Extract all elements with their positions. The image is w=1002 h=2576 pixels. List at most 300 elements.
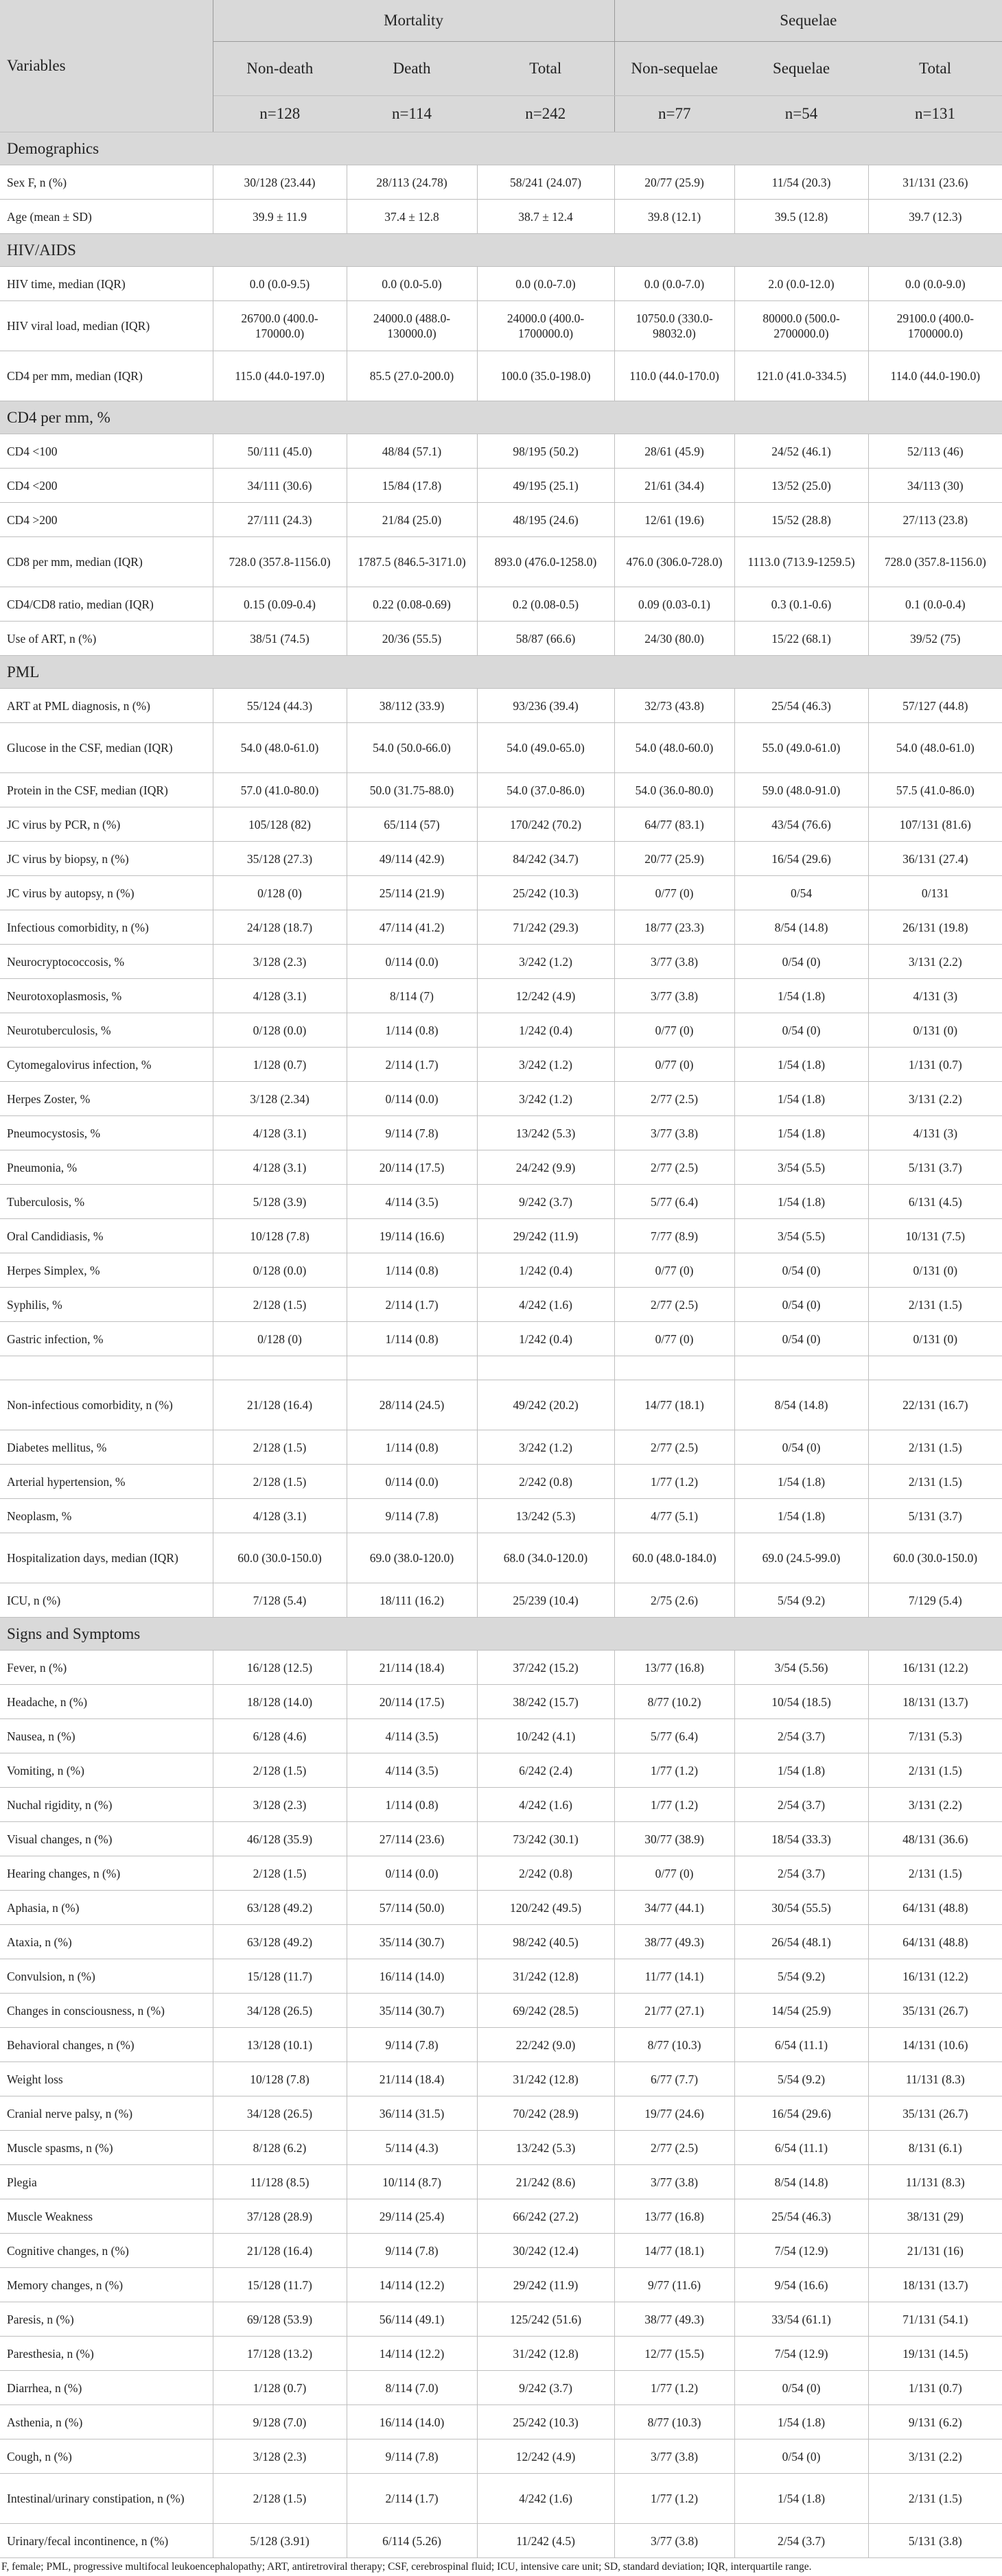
table-cell: 4/131 (3) — [868, 1116, 1002, 1150]
table-cell: 13/52 (25.0) — [734, 469, 868, 503]
table-cell: 25/242 (10.3) — [477, 876, 614, 910]
table-cell: 1/77 (1.2) — [614, 1788, 734, 1822]
table-cell: 10/128 (7.8) — [213, 2062, 347, 2096]
row-label: Neurocryptococcosis, % — [0, 945, 213, 979]
table-cell: 2/242 (0.8) — [477, 1465, 614, 1499]
section-title: Signs and Symptoms — [0, 1618, 1002, 1651]
table-cell: 26/131 (19.8) — [868, 910, 1002, 945]
table-cell: 4/242 (1.6) — [477, 1288, 614, 1322]
table-cell: 29100.0 (400.0-1700000.0) — [868, 301, 1002, 351]
table-cell: 16/54 (29.6) — [734, 2096, 868, 2131]
table-cell: 1/54 (1.8) — [734, 1499, 868, 1533]
table-row — [0, 1856, 1002, 1891]
table-cell: 9/114 (7.8) — [347, 1499, 477, 1533]
table-cell: 25/239 (10.4) — [477, 1583, 614, 1618]
table-cell: 9/114 (7.8) — [347, 1116, 477, 1150]
table-cell: 49/114 (42.9) — [347, 842, 477, 876]
table-cell: 3/77 (3.8) — [614, 2524, 734, 2558]
table-cell: 22/242 (9.0) — [477, 2028, 614, 2062]
table-cell: 1/242 (0.4) — [477, 1013, 614, 1048]
table-cell: 43/54 (76.6) — [734, 807, 868, 842]
table-cell: 31/242 (12.8) — [477, 1959, 614, 1994]
table-row — [0, 1150, 1002, 1185]
table-cell: 24000.0 (400.0-1700000.0) — [477, 301, 614, 351]
table-cell: 59.0 (48.0-91.0) — [734, 773, 868, 807]
table-cell: 8/131 (6.1) — [868, 2131, 1002, 2165]
table-cell: 4/128 (3.1) — [213, 1150, 347, 1185]
table-row — [0, 1499, 1002, 1533]
table-cell: 5/131 (3.8) — [868, 2524, 1002, 2558]
column-header: Death — [347, 42, 477, 96]
table-cell: 10/114 (8.7) — [347, 2165, 477, 2199]
table-cell: 13/242 (5.3) — [477, 2131, 614, 2165]
table-cell: 12/242 (4.9) — [477, 979, 614, 1013]
row-label: Pneumonia, % — [0, 1150, 213, 1185]
table-row — [0, 910, 1002, 945]
table-row — [0, 1048, 1002, 1082]
table-cell: 9/242 (3.7) — [477, 2371, 614, 2405]
table-cell: 8/77 (10.3) — [614, 2028, 734, 2062]
table-cell: 6/54 (11.1) — [734, 2131, 868, 2165]
table-cell: 71/242 (29.3) — [477, 910, 614, 945]
table-row — [0, 587, 1002, 622]
section-row — [0, 132, 1002, 165]
row-label: CD8 per mm, median (IQR) — [0, 537, 213, 587]
table-cell: 0.0 (0.0-5.0) — [347, 267, 477, 301]
table-cell: 121.0 (41.0-334.5) — [734, 351, 868, 401]
row-label: CD4 >200 — [0, 503, 213, 537]
row-label: Aphasia, n (%) — [0, 1891, 213, 1925]
table-cell: 35/114 (30.7) — [347, 1925, 477, 1959]
table-row — [0, 1465, 1002, 1499]
table-cell: 2/131 (1.5) — [868, 2474, 1002, 2524]
row-label: Non-infectious comorbidity, n (%) — [0, 1380, 213, 1430]
table-cell: 3/77 (3.8) — [614, 2439, 734, 2474]
table-cell: 3/128 (2.34) — [213, 1082, 347, 1116]
table-cell: 1/77 (1.2) — [614, 2474, 734, 2524]
table-cell: 13/128 (10.1) — [213, 2028, 347, 2062]
row-label: Diarrhea, n (%) — [0, 2371, 213, 2405]
table-cell: 5/131 (3.7) — [868, 1499, 1002, 1533]
table-row — [0, 1013, 1002, 1048]
table-cell: 18/128 (14.0) — [213, 1685, 347, 1719]
table-cell: 34/128 (26.5) — [213, 2096, 347, 2131]
table-cell: 7/129 (5.4) — [868, 1583, 1002, 1618]
table-cell: 1/54 (1.8) — [734, 1116, 868, 1150]
table-cell: 24/52 (46.1) — [734, 434, 868, 469]
table-cell: 36/114 (31.5) — [347, 2096, 477, 2131]
table-cell: 1/114 (0.8) — [347, 1788, 477, 1822]
table-cell: 73/242 (30.1) — [477, 1822, 614, 1856]
table-cell: 10/131 (7.5) — [868, 1219, 1002, 1253]
table-cell: 58/87 (66.6) — [477, 622, 614, 656]
table-cell: 70/242 (28.9) — [477, 2096, 614, 2131]
table-cell: 8/114 (7) — [347, 979, 477, 1013]
table-row — [0, 773, 1002, 807]
section-title: Demographics — [0, 132, 1002, 165]
table-cell: 9/54 (16.6) — [734, 2268, 868, 2302]
table-cell: 57/127 (44.8) — [868, 689, 1002, 723]
table-cell: 35/131 (26.7) — [868, 2096, 1002, 2131]
table-cell: 1/114 (0.8) — [347, 1322, 477, 1356]
table-cell: 34/111 (30.6) — [213, 469, 347, 503]
table-cell: 34/128 (26.5) — [213, 1994, 347, 2028]
row-label: Diabetes mellitus, % — [0, 1430, 213, 1465]
table-cell: 3/131 (2.2) — [868, 945, 1002, 979]
table-cell: 69.0 (24.5-99.0) — [734, 1533, 868, 1583]
row-label: Cranial nerve palsy, n (%) — [0, 2096, 213, 2131]
table-cell: 3/128 (2.3) — [213, 2439, 347, 2474]
table-cell: 2/77 (2.5) — [614, 1430, 734, 1465]
table-row — [0, 200, 1002, 234]
table-cell: 14/77 (18.1) — [614, 2234, 734, 2268]
table-cell: 27/114 (23.6) — [347, 1822, 477, 1856]
table-cell: 13/242 (5.3) — [477, 1116, 614, 1150]
table-cell: 35/128 (27.3) — [213, 842, 347, 876]
table-cell: 2/128 (1.5) — [213, 2474, 347, 2524]
table-row — [0, 1288, 1002, 1322]
table-row — [0, 1753, 1002, 1788]
table-row — [0, 2405, 1002, 2439]
table-row — [0, 876, 1002, 910]
row-label: Cytomegalovirus infection, % — [0, 1048, 213, 1082]
table-cell: 65/114 (57) — [347, 807, 477, 842]
table-cell: 49/195 (25.1) — [477, 469, 614, 503]
row-label: Changes in consciousness, n (%) — [0, 1994, 213, 2028]
row-label: Intestinal/urinary constipation, n (%) — [0, 2474, 213, 2524]
table-cell: 8/77 (10.2) — [614, 1685, 734, 1719]
row-label: CD4 <100 — [0, 434, 213, 469]
table-row — [0, 1185, 1002, 1219]
table-row — [0, 1822, 1002, 1856]
row-label: Plegia — [0, 2165, 213, 2199]
table-cell: 1787.5 (846.5-3171.0) — [347, 537, 477, 587]
table-cell: 9/114 (7.8) — [347, 2234, 477, 2268]
table-cell: 3/131 (2.2) — [868, 1082, 1002, 1116]
table-cell: 5/114 (4.3) — [347, 2131, 477, 2165]
table-cell: 7/128 (5.4) — [213, 1583, 347, 1618]
table-row — [0, 807, 1002, 842]
row-label: Visual changes, n (%) — [0, 1822, 213, 1856]
table-cell: 25/54 (46.3) — [734, 2199, 868, 2234]
table-cell: 1/54 (1.8) — [734, 979, 868, 1013]
table-cell: 120/242 (49.5) — [477, 1891, 614, 1925]
table-cell: 29/242 (11.9) — [477, 2268, 614, 2302]
mortality-group-header: Mortality — [213, 0, 614, 42]
table-row — [0, 842, 1002, 876]
row-label: Tuberculosis, % — [0, 1185, 213, 1219]
table-row — [0, 301, 1002, 351]
row-label: Paresis, n (%) — [0, 2302, 213, 2337]
table-row — [0, 2028, 1002, 2062]
table-cell: 64/77 (83.1) — [614, 807, 734, 842]
table-cell: 3/77 (3.8) — [614, 979, 734, 1013]
table-cell: 14/77 (18.1) — [614, 1380, 734, 1430]
section-title: HIV/AIDS — [0, 234, 1002, 267]
table-cell: 2/128 (1.5) — [213, 1856, 347, 1891]
table-cell: 5/54 (9.2) — [734, 1583, 868, 1618]
table-row — [0, 1219, 1002, 1253]
table-cell: 0/114 (0.0) — [347, 1465, 477, 1499]
table-cell: 11/128 (8.5) — [213, 2165, 347, 2199]
table-cell: 69.0 (38.0-120.0) — [347, 1533, 477, 1583]
table-cell: 21/77 (27.1) — [614, 1994, 734, 2028]
table-cell: 25/242 (10.3) — [477, 2405, 614, 2439]
table-row — [0, 1583, 1002, 1618]
table-cell: 15/84 (17.8) — [347, 469, 477, 503]
sample-size-header: n=77 — [614, 96, 734, 132]
table-cell: 0/54 (0) — [734, 1013, 868, 1048]
table-cell: 5/131 (3.7) — [868, 1150, 1002, 1185]
table-cell: 8/54 (14.8) — [734, 2165, 868, 2199]
sample-size-header: n=131 — [868, 96, 1002, 132]
table-cell: 14/54 (25.9) — [734, 1994, 868, 2028]
table-cell: 4/131 (3) — [868, 979, 1002, 1013]
table-cell: 7/54 (12.9) — [734, 2234, 868, 2268]
table-cell: 6/242 (2.4) — [477, 1753, 614, 1788]
row-label: ART at PML diagnosis, n (%) — [0, 689, 213, 723]
section-row — [0, 656, 1002, 689]
table-row — [0, 723, 1002, 773]
table-cell: 5/77 (6.4) — [614, 1719, 734, 1753]
table-cell: 0/128 (0.0) — [213, 1013, 347, 1048]
spacer-cell — [868, 1356, 1002, 1380]
row-label: JC virus by biopsy, n (%) — [0, 842, 213, 876]
table-cell: 15/22 (68.1) — [734, 622, 868, 656]
table-cell: 30/54 (55.5) — [734, 1891, 868, 1925]
table-cell: 0/54 (0) — [734, 2439, 868, 2474]
table-cell: 0/77 (0) — [614, 1253, 734, 1288]
row-label: Nuchal rigidity, n (%) — [0, 1788, 213, 1822]
table-cell: 5/54 (9.2) — [734, 2062, 868, 2096]
table-cell: 4/242 (1.6) — [477, 1788, 614, 1822]
table-cell: 2/128 (1.5) — [213, 1430, 347, 1465]
table-cell: 10/128 (7.8) — [213, 1219, 347, 1253]
table-cell: 13/242 (5.3) — [477, 1499, 614, 1533]
table-cell: 0/77 (0) — [614, 1322, 734, 1356]
table-cell: 3/128 (2.3) — [213, 1788, 347, 1822]
table-cell: 3/242 (1.2) — [477, 945, 614, 979]
row-label: Urinary/fecal incontinence, n (%) — [0, 2524, 213, 2558]
table-cell: 57.0 (41.0-80.0) — [213, 773, 347, 807]
table-cell: 18/131 (13.7) — [868, 2268, 1002, 2302]
table-cell: 24/30 (80.0) — [614, 622, 734, 656]
table-cell: 38/77 (49.3) — [614, 2302, 734, 2337]
table-cell: 4/128 (3.1) — [213, 1116, 347, 1150]
table-cell: 0/77 (0) — [614, 876, 734, 910]
table-cell: 0/114 (0.0) — [347, 1856, 477, 1891]
table-cell: 1/131 (0.7) — [868, 2371, 1002, 2405]
table-cell: 1/54 (1.8) — [734, 1048, 868, 1082]
table-cell: 0/54 (0) — [734, 1430, 868, 1465]
table-cell: 1/54 (1.8) — [734, 1185, 868, 1219]
table-cell: 1/77 (1.2) — [614, 2371, 734, 2405]
table-cell: 46/128 (35.9) — [213, 1822, 347, 1856]
table-cell: 0/131 (0) — [868, 1013, 1002, 1048]
table-cell: 16/131 (12.2) — [868, 1959, 1002, 1994]
table-cell: 54.0 (48.0-60.0) — [614, 723, 734, 773]
table-cell: 18/54 (33.3) — [734, 1822, 868, 1856]
table-row — [0, 1380, 1002, 1430]
table-cell: 69/242 (28.5) — [477, 1994, 614, 2028]
table-row — [0, 1116, 1002, 1150]
table-cell: 16/131 (12.2) — [868, 1651, 1002, 1685]
table-cell: 2/54 (3.7) — [734, 2524, 868, 2558]
table-cell: 1/114 (0.8) — [347, 1013, 477, 1048]
table-cell: 21/61 (34.4) — [614, 469, 734, 503]
table-cell: 2/114 (1.7) — [347, 1048, 477, 1082]
row-label: Ataxia, n (%) — [0, 1925, 213, 1959]
row-label: Headache, n (%) — [0, 1685, 213, 1719]
table-cell: 38/51 (74.5) — [213, 622, 347, 656]
table-cell: 3/128 (2.3) — [213, 945, 347, 979]
table-cell: 55/124 (44.3) — [213, 689, 347, 723]
table-row — [0, 1994, 1002, 2028]
table-row — [0, 2199, 1002, 2234]
row-label: Infectious comorbidity, n (%) — [0, 910, 213, 945]
table-cell: 114.0 (44.0-190.0) — [868, 351, 1002, 401]
table-cell: 2/54 (3.7) — [734, 1788, 868, 1822]
table-cell: 1/77 (1.2) — [614, 1465, 734, 1499]
section-row — [0, 234, 1002, 267]
table-cell: 60.0 (30.0-150.0) — [868, 1533, 1002, 1583]
row-label: Sex F, n (%) — [0, 165, 213, 200]
table-cell: 21/128 (16.4) — [213, 2234, 347, 2268]
table-cell: 4/114 (3.5) — [347, 1719, 477, 1753]
table-cell: 84/242 (34.7) — [477, 842, 614, 876]
table-cell: 3/242 (1.2) — [477, 1430, 614, 1465]
row-label: Fever, n (%) — [0, 1651, 213, 1685]
table-row — [0, 2234, 1002, 2268]
table-cell: 8/114 (7.0) — [347, 2371, 477, 2405]
row-label: Oral Candidiasis, % — [0, 1219, 213, 1253]
sample-size-header: n=54 — [734, 96, 868, 132]
table-cell: 9/131 (6.2) — [868, 2405, 1002, 2439]
table-cell: 48/131 (36.6) — [868, 1822, 1002, 1856]
table-cell: 0/54 (0) — [734, 1253, 868, 1288]
table-cell: 38/131 (29) — [868, 2199, 1002, 2234]
table-cell: 3/77 (3.8) — [614, 1116, 734, 1150]
row-label: ICU, n (%) — [0, 1583, 213, 1618]
table-cell: 27/113 (23.8) — [868, 503, 1002, 537]
table-cell: 21/114 (18.4) — [347, 1651, 477, 1685]
table-cell: 14/131 (10.6) — [868, 2028, 1002, 2062]
row-label: Herpes Simplex, % — [0, 1253, 213, 1288]
table-cell: 16/128 (12.5) — [213, 1651, 347, 1685]
table-cell: 0.0 (0.0-9.0) — [868, 267, 1002, 301]
table-cell: 2.0 (0.0-12.0) — [734, 267, 868, 301]
table-row — [0, 622, 1002, 656]
table-cell: 0/54 (0) — [734, 1288, 868, 1322]
table-row — [0, 1719, 1002, 1753]
table-cell: 8/128 (6.2) — [213, 2131, 347, 2165]
row-label: Pneumocystosis, % — [0, 1116, 213, 1150]
table-cell: 1/242 (0.4) — [477, 1253, 614, 1288]
table-cell: 2/114 (1.7) — [347, 1288, 477, 1322]
table-cell: 9/242 (3.7) — [477, 1185, 614, 1219]
table-cell: 3/54 (5.5) — [734, 1219, 868, 1253]
table-cell: 5/128 (3.91) — [213, 2524, 347, 2558]
table-cell: 24/242 (9.9) — [477, 1150, 614, 1185]
table-cell: 21/114 (18.4) — [347, 2062, 477, 2096]
table-row — [0, 1925, 1002, 1959]
table-cell: 20/114 (17.5) — [347, 1150, 477, 1185]
table-cell: 37/128 (28.9) — [213, 2199, 347, 2234]
table-cell: 56/114 (49.1) — [347, 2302, 477, 2337]
row-label: Nausea, n (%) — [0, 1719, 213, 1753]
table-cell: 38/242 (15.7) — [477, 1685, 614, 1719]
table-cell: 16/114 (14.0) — [347, 1959, 477, 1994]
table-cell: 47/114 (41.2) — [347, 910, 477, 945]
table-cell: 17/128 (13.2) — [213, 2337, 347, 2371]
table-cell: 54.0 (36.0-80.0) — [614, 773, 734, 807]
table-cell: 98/242 (40.5) — [477, 1925, 614, 1959]
table-row — [0, 165, 1002, 200]
table-cell: 1/54 (1.8) — [734, 1082, 868, 1116]
table-cell: 7/131 (5.3) — [868, 1719, 1002, 1753]
table-cell: 1/77 (1.2) — [614, 1753, 734, 1788]
table-row — [0, 1651, 1002, 1685]
table-cell: 3/242 (1.2) — [477, 1082, 614, 1116]
table-cell: 8/54 (14.8) — [734, 1380, 868, 1430]
table-cell: 1/114 (0.8) — [347, 1430, 477, 1465]
table-cell: 28/113 (24.78) — [347, 165, 477, 200]
row-label: Cough, n (%) — [0, 2439, 213, 2474]
table-row — [0, 537, 1002, 587]
table-cell: 22/131 (16.7) — [868, 1380, 1002, 1430]
table-cell: 11/77 (14.1) — [614, 1959, 734, 1994]
table-header — [0, 0, 1002, 132]
table-cell: 1/128 (0.7) — [213, 2371, 347, 2405]
table-cell: 9/128 (7.0) — [213, 2405, 347, 2439]
table-cell: 29/114 (25.4) — [347, 2199, 477, 2234]
table-cell: 64/131 (48.8) — [868, 1891, 1002, 1925]
table-cell: 11/131 (8.3) — [868, 2062, 1002, 2096]
row-label: Neurotoxoplasmosis, % — [0, 979, 213, 1013]
table-cell: 39.7 (12.3) — [868, 200, 1002, 234]
row-label: Asthenia, n (%) — [0, 2405, 213, 2439]
table-cell: 1/242 (0.4) — [477, 1322, 614, 1356]
variables-header: Variables — [0, 0, 213, 132]
table-cell: 57.5 (41.0-86.0) — [868, 773, 1002, 807]
table-cell: 39/52 (75) — [868, 622, 1002, 656]
row-label: JC virus by PCR, n (%) — [0, 807, 213, 842]
table-cell: 4/128 (3.1) — [213, 1499, 347, 1533]
table-cell: 1/54 (1.8) — [734, 2474, 868, 2524]
table-cell: 15/52 (28.8) — [734, 503, 868, 537]
table-cell: 52/113 (46) — [868, 434, 1002, 469]
table-cell: 12/242 (4.9) — [477, 2439, 614, 2474]
table-cell: 8/77 (10.3) — [614, 2405, 734, 2439]
table-cell: 69/128 (53.9) — [213, 2302, 347, 2337]
spacer-row — [0, 1356, 1002, 1380]
table-cell: 25/114 (21.9) — [347, 876, 477, 910]
table-cell: 64/131 (48.8) — [868, 1925, 1002, 1959]
row-label: Hearing changes, n (%) — [0, 1856, 213, 1891]
table-cell: 39.5 (12.8) — [734, 200, 868, 234]
table-cell: 2/54 (3.7) — [734, 1719, 868, 1753]
table-row — [0, 945, 1002, 979]
column-header: Total — [477, 42, 614, 96]
table-footnote: F, female; PML, progressive multifocal leukoencephalopathy; ART, antiretroviral therapy; CSF, cerebrospinal fluid; ICU, intensive care unit; SD, standard deviation; IQR, interquartile range. — [1, 2561, 812, 2573]
table-cell: 0/54 (0) — [734, 945, 868, 979]
table-cell: 18/111 (16.2) — [347, 1583, 477, 1618]
table-cell: 4/242 (1.6) — [477, 2474, 614, 2524]
table-cell: 2/131 (1.5) — [868, 1465, 1002, 1499]
table-cell: 105/128 (82) — [213, 807, 347, 842]
spacer-cell — [213, 1356, 347, 1380]
table-cell: 24/128 (18.7) — [213, 910, 347, 945]
